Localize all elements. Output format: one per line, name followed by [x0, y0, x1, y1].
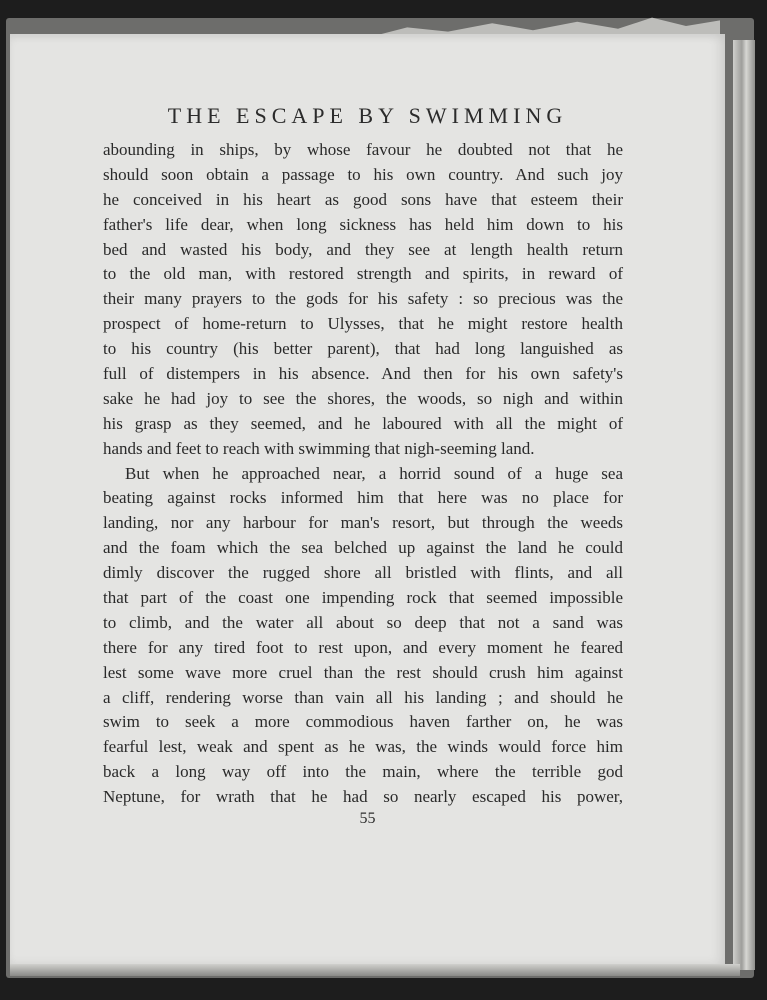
text-line: abounding in ships, by whose favour he doubted not that he [103, 140, 623, 159]
text-line: father's life dear, when long sickness has held him down to his [103, 214, 623, 234]
text-line: But when he approached near, a horrid sound of a huge sea [125, 463, 623, 483]
text-line: he conceived in his heart as good sons have that esteem their [103, 189, 623, 209]
text-line: prospect of home-return to Ulysses, that he might restore health [103, 314, 623, 334]
text-line: and the foam which the sea belched up against the land he could [103, 538, 623, 558]
text-line: beating against rocks informed him that here was no place for [103, 488, 623, 508]
text-line: his grasp as they seemed, and he laboured with all the might of [103, 413, 623, 433]
text-line: fearful lest, weak and spent as he was, the winds would force him [103, 737, 623, 757]
text-line: Neptune, for wrath that he had so nearly escaped his power, [103, 787, 623, 807]
paragraph [103, 462, 623, 810]
page-number: 55 [359, 810, 376, 827]
paragraph [103, 138, 623, 462]
text-line: sake he had joy to see the shores, the woods, so nigh and within [103, 388, 623, 408]
text-line: dimly discover the rugged shore all bristled with flints, and all [103, 563, 623, 583]
page-edges-bottom [10, 964, 740, 976]
text-line: swim to seek a more commodious haven farther on, he was [103, 712, 623, 732]
text-line: back a long way off into the main, where the terrible god [103, 762, 623, 782]
text-line: there for any tired foot to rest upon, and every moment he feared [103, 637, 623, 657]
text-line: to his country (his better parent), that had long languished as [103, 339, 623, 359]
text-line: to the old man, with restored strength and spirits, in reward of [103, 264, 623, 284]
body-text [103, 138, 623, 810]
running-head: THE ESCAPE BY SWIMMING [167, 103, 568, 128]
text-line: a cliff, rendering worse than vain all his landing ; and should he [103, 687, 623, 707]
text-line: their many prayers to the gods for his safety : so precious was the [103, 289, 623, 309]
text-line: bed and wasted his body, and they see at length health return [103, 239, 623, 259]
book-page [10, 34, 725, 964]
text-line: should soon obtain a passage to his own country. And such joy [103, 164, 623, 184]
page-edges-right [733, 40, 755, 970]
text-line: hands and feet to reach with swimming that nigh-seeming land. [103, 438, 535, 458]
text-line: lest some wave more cruel than the rest should crush him against [103, 662, 623, 682]
text-line: full of distempers in his absence. And then for his own safety's [103, 364, 623, 384]
text-line: that part of the coast one impending rock that seemed impossible [103, 588, 623, 608]
text-line: landing, nor any harbour for man's resort, but through the weeds [103, 513, 623, 533]
text-line: to climb, and the water all about so deep that not a sand was [103, 612, 623, 632]
